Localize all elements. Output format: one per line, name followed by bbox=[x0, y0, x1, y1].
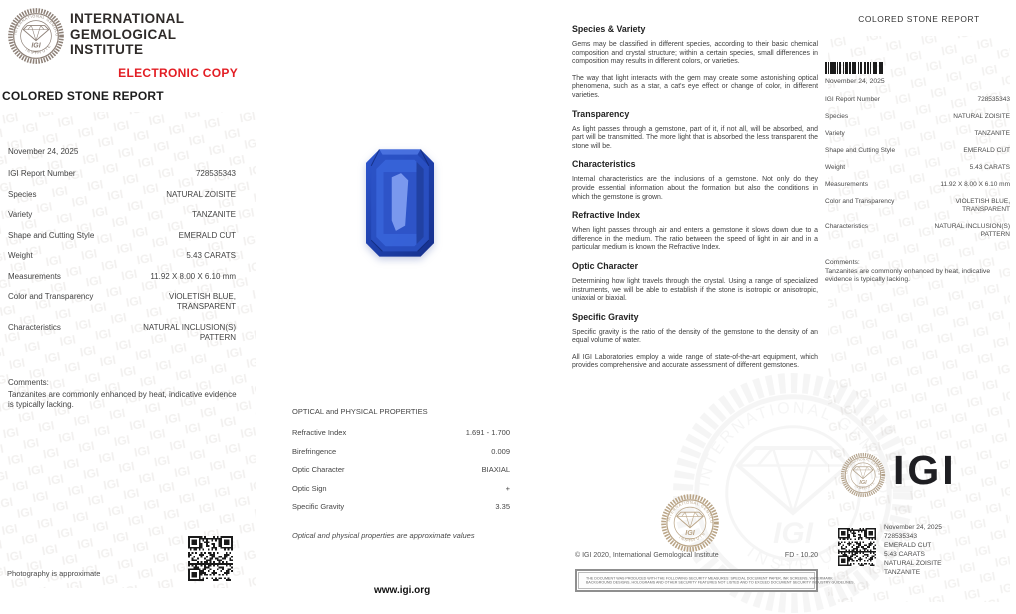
field-label: Characteristics bbox=[825, 223, 868, 230]
summary-line: 5.43 CARATS bbox=[884, 550, 925, 558]
field-row-species bbox=[8, 190, 236, 200]
field-value: 5.43 CARATS bbox=[969, 164, 1010, 171]
optical-row bbox=[292, 484, 510, 493]
field-label: IGI Report Number bbox=[825, 96, 880, 103]
comments-label: Comments: bbox=[8, 378, 49, 387]
comments-block bbox=[8, 378, 240, 411]
field-row-shape bbox=[825, 147, 1010, 155]
optical-value: 1.691 - 1.700 bbox=[465, 428, 510, 437]
optical-label: Specific Gravity bbox=[292, 502, 345, 511]
summary-line: November 24, 2025 bbox=[884, 524, 942, 531]
report-date: November 24, 2025 bbox=[8, 147, 79, 156]
optical-row bbox=[292, 465, 510, 474]
copyright-row bbox=[575, 552, 818, 559]
optical-properties bbox=[292, 407, 510, 521]
igi-seal-icon bbox=[7, 6, 65, 66]
barcode bbox=[825, 62, 883, 74]
right-panel-fields bbox=[825, 96, 1010, 248]
section-paragraph: All IGI Laboratories employ a wide range of state-of-the-art equipment, which provides comprehensive and accurate assessment of different gemstones. bbox=[572, 353, 818, 370]
field-value: EMERALD CUT bbox=[963, 147, 1010, 154]
qr-code bbox=[188, 536, 233, 581]
field-value: NATURAL INCLUSION(S) PATTERN bbox=[143, 322, 236, 342]
qr-code bbox=[838, 528, 876, 566]
website-url: www.igi.org bbox=[374, 585, 431, 596]
field-row-variety bbox=[825, 130, 1010, 138]
security-strip bbox=[575, 569, 855, 592]
field-row-weight bbox=[8, 251, 236, 261]
section-paragraph: Gems may be classified in different species, according to their basic chemical composition and crystal structure; within a certain species, small differences in composition may results in different colors, or varieties. bbox=[572, 41, 818, 66]
optical-value: 3.35 bbox=[495, 502, 510, 511]
field-label: Characteristics bbox=[8, 322, 61, 332]
section-heading: Specific Gravity bbox=[572, 311, 639, 322]
institute-line: INTERNATIONAL bbox=[70, 11, 185, 26]
field-value: 5.43 CARATS bbox=[186, 251, 236, 260]
field-label: IGI Report Number bbox=[8, 169, 76, 178]
report-fields bbox=[8, 147, 236, 353]
electronic-copy-label: ELECTRONIC COPY bbox=[118, 66, 238, 80]
comments-text: Tanzanites are commonly enhanced by heat, indicative evidence is typically lacking. bbox=[825, 267, 991, 284]
field-row-measurements bbox=[8, 272, 236, 282]
section-paragraph: Determining how light travels through the crystal. Using a range of specialized instruments, we will be able to establish if the stone is isotropic or anisotropic, uniaxial or biaxial. bbox=[572, 277, 818, 303]
summary-line: TANZANITE bbox=[884, 568, 921, 576]
field-row-variety bbox=[8, 210, 236, 220]
field-label: Measurements bbox=[8, 271, 61, 281]
optical-value: 0.009 bbox=[491, 446, 510, 456]
optical-label: Birefringence bbox=[292, 446, 337, 456]
comments-text: Tanzanites are commonly enhanced by heat, indicative evidence is typically lacking. bbox=[8, 389, 237, 409]
optical-value: + bbox=[505, 483, 510, 493]
summary-line: NATURAL ZOISITE bbox=[884, 559, 942, 567]
section-heading: Refractive Index bbox=[572, 210, 640, 221]
right-panel-date: November 24, 2025 bbox=[825, 78, 885, 85]
field-value: NATURAL ZOISITE bbox=[166, 189, 236, 199]
field-value: 11.92 X 8.00 X 6.10 mm bbox=[150, 271, 236, 281]
field-row-color bbox=[825, 198, 1010, 214]
field-label: Measurements bbox=[825, 181, 868, 188]
section-heading: Characteristics bbox=[572, 159, 636, 170]
section-heading: Species & Variety bbox=[572, 24, 646, 34]
field-value: 728535343 bbox=[195, 169, 236, 178]
right-panel-summary bbox=[884, 524, 942, 577]
right-panel-comments bbox=[825, 259, 1013, 285]
field-value: NATURAL ZOISITE bbox=[953, 113, 1010, 120]
section-paragraph: When light passes through air and enters a gemstone it slows down due to a difference in the medium. The ratio between the speed of light in air and in a particular medium is known the Refractive Index. bbox=[572, 227, 818, 252]
section-paragraph: The way that light interacts with the gem may create some astonishing optical phenomena, such as a star, a cat's eye effect or change of color, in different varieties. bbox=[572, 74, 818, 99]
field-row-characteristics bbox=[8, 323, 236, 343]
field-row-report-number bbox=[825, 96, 1010, 104]
education-column bbox=[572, 24, 818, 379]
form-code: FD - 10.20 bbox=[784, 552, 818, 559]
field-label: Weight bbox=[825, 164, 846, 171]
field-label: Color and Transparency bbox=[8, 292, 94, 301]
field-label: Species bbox=[8, 189, 37, 199]
field-row-report-number bbox=[8, 169, 236, 179]
summary-line: EMERALD CUT bbox=[884, 541, 932, 549]
field-row-species bbox=[825, 113, 1010, 121]
section-heading: Transparency bbox=[572, 108, 630, 119]
field-value: VIOLETISH BLUE, TRANSPARENT bbox=[955, 198, 1010, 213]
section-paragraph: Internal characteristics are the inclusions of a gemstone. Not only do they provide essential information about the formation but also the conditions in which the gemstone is grown. bbox=[572, 176, 818, 201]
section-heading: Optic Character bbox=[572, 260, 638, 271]
optical-row bbox=[292, 447, 510, 456]
field-row-measurements bbox=[825, 181, 1010, 189]
section-paragraph: As light passes through a gemstone, part of it, if not all, will be absorbed, and part will be transmitted. The more light that is absorbed the less transparent the stone will be. bbox=[572, 125, 818, 150]
right-panel-title: COLORED STONE REPORT bbox=[858, 14, 980, 24]
optical-label: Refractive Index bbox=[292, 428, 347, 437]
field-label: Shape and Cutting Style bbox=[8, 230, 95, 240]
field-label: Weight bbox=[8, 251, 33, 260]
field-label: Species bbox=[825, 113, 849, 120]
field-label: Shape and Cutting Style bbox=[825, 147, 896, 154]
field-value: 11.92 X 8.00 X 6.10 mm bbox=[940, 181, 1010, 188]
field-value: EMERALD CUT bbox=[178, 230, 236, 240]
field-value: VIOLETISH BLUE, TRANSPARENT bbox=[168, 292, 236, 311]
institute-name bbox=[70, 11, 184, 58]
optical-label: Optic Sign bbox=[292, 483, 327, 493]
field-value: NATURAL INCLUSION(S) PATTERN bbox=[934, 223, 1010, 238]
report-title: COLORED STONE REPORT bbox=[2, 89, 164, 103]
field-value: TANZANITE bbox=[974, 130, 1010, 137]
igi-logo-text: IGI bbox=[893, 447, 957, 493]
igi-seal-icon bbox=[840, 452, 886, 498]
field-row-weight bbox=[825, 164, 1010, 172]
field-row-color bbox=[8, 292, 236, 312]
section-paragraph: Specific gravity is the ratio of the density of the gemstone to the density of an equal volume of water. bbox=[572, 328, 818, 345]
copyright-text: © IGI 2020, International Gemological Institute bbox=[575, 552, 719, 559]
institute-line: GEMOLOGICAL bbox=[70, 26, 177, 42]
field-row-characteristics bbox=[825, 223, 1010, 239]
optical-row bbox=[292, 428, 510, 437]
field-value: TANZANITE bbox=[192, 210, 236, 219]
field-row-shape bbox=[8, 231, 236, 241]
field-label: Variety bbox=[825, 130, 845, 137]
field-value: 728535343 bbox=[977, 96, 1010, 103]
optical-note: Optical and physical properties are approximate values bbox=[292, 531, 475, 540]
optical-label: Optic Character bbox=[292, 465, 345, 474]
comments-label: Comments: bbox=[825, 259, 860, 266]
optical-value: BIAXIAL bbox=[481, 465, 510, 474]
security-text bbox=[586, 576, 855, 585]
gemstone-photo bbox=[366, 149, 434, 257]
summary-line: 728535343 bbox=[884, 532, 918, 540]
optical-title: OPTICAL and PHYSICAL PROPERTIES bbox=[292, 407, 428, 416]
field-label: Variety bbox=[8, 210, 33, 219]
institute-line: INSTITUTE bbox=[70, 42, 144, 57]
igi-stamp-seal-icon bbox=[660, 493, 720, 553]
security-line: BACKGROUND DESIGNS, HOLOGRAMS AND OTHER SECURITY FEATURES NOT LISTED AND TO EXCEED DOCUMENT SECURITY INDUSTRY GUIDELINES. bbox=[586, 580, 855, 585]
photography-note: Photography is approximate bbox=[7, 569, 101, 578]
optical-row bbox=[292, 502, 510, 511]
field-label: Color and Transparency bbox=[825, 198, 895, 205]
security-line: THE DOCUMENT WAS PRODUCED WITH THE FOLLOWING SECURITY MEASURES: SPECIAL DOCUMENT PAPER, INK SCREENS, WATERMARK bbox=[586, 576, 833, 580]
